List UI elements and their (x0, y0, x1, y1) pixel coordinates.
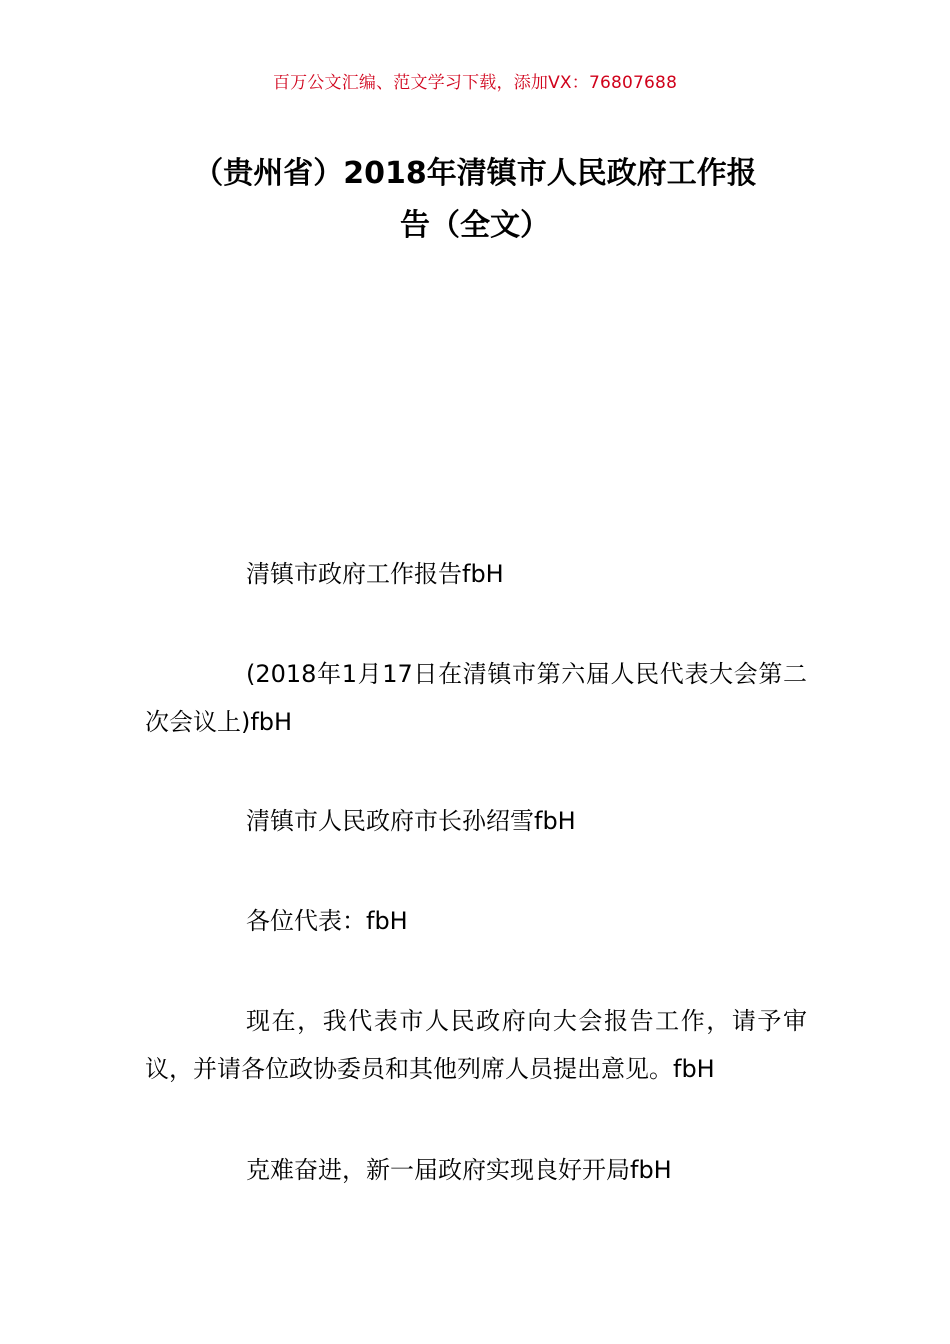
page-header-watermark: 百万公文汇编、范文学习下载，添加VX：76807688 (272, 73, 678, 93)
paragraph-report-name: 清镇市政府工作报告fbH (246, 560, 504, 588)
document-title-line-1: （贵州省）2018年清镇市人民政府工作报 (193, 156, 757, 191)
paragraph-opening: 现在，我代表市人民政府向大会报告工作，请予审议，并请各位政协委员和其他列席人员提出意见。fbH (145, 1007, 807, 1083)
paragraph-speaker: 清镇市人民政府市长孙绍雪fbH (246, 807, 576, 835)
document-title-line-2: 告（全文） (400, 208, 550, 243)
paragraph-meeting-info: (2018年1月17日在清镇市第六届人民代表大会第二次会议上)fbH (145, 660, 807, 736)
paragraph-section-heading: 克难奋进，新一届政府实现良好开局fbH (246, 1156, 672, 1184)
paragraph-salutation: 各位代表：fbH (246, 907, 408, 935)
document-title (143, 148, 807, 252)
